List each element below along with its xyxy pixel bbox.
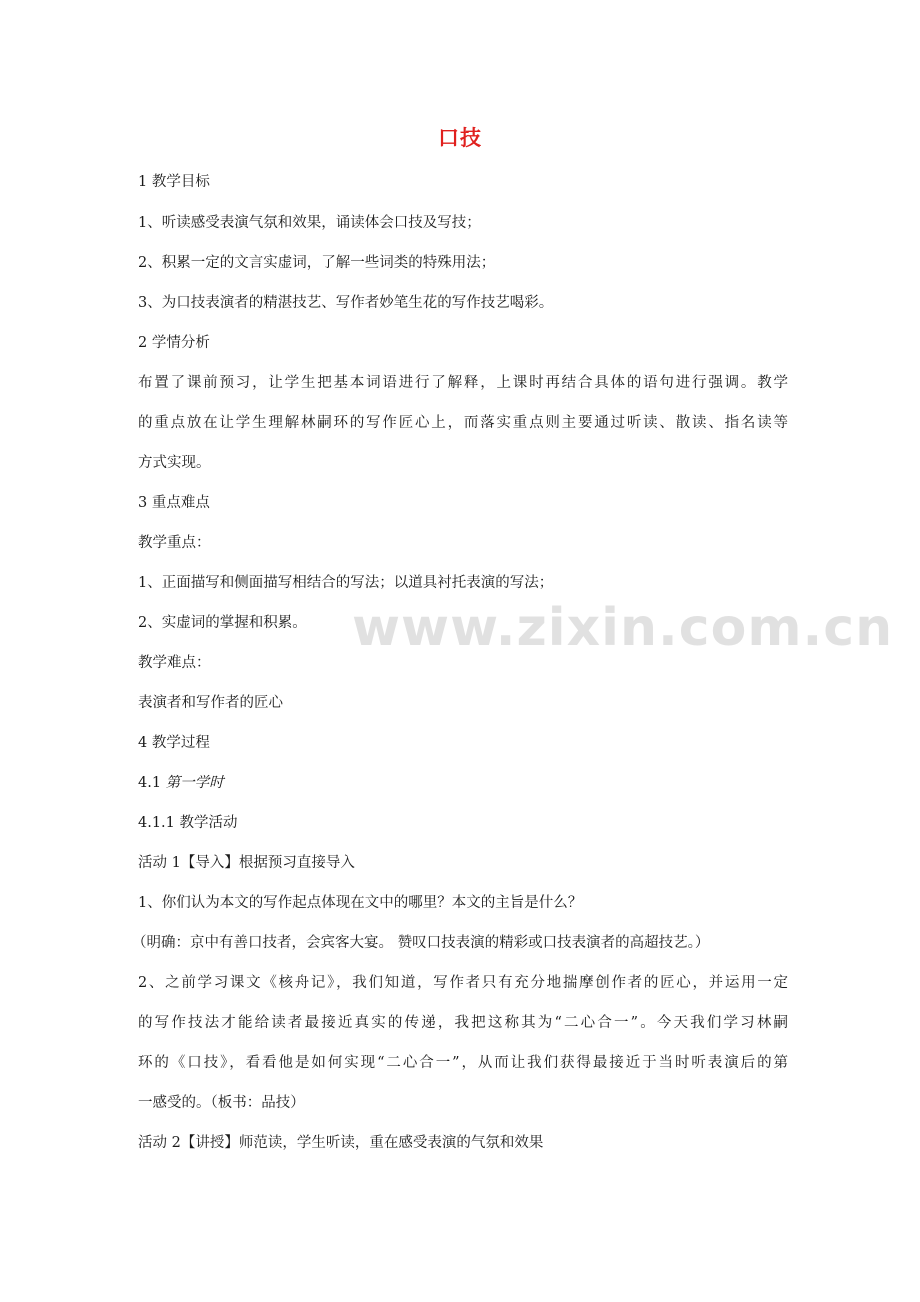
paragraph-line: 表演者和写作者的匠心: [138, 695, 283, 711]
subsection-number: 4.1: [138, 775, 162, 791]
paragraph-line: 活动 1【导入】根据预习直接导入: [138, 855, 355, 871]
subsection-heading: [138, 773, 788, 793]
paragraph-line: 一感受的。（板书：品技）: [138, 1095, 305, 1111]
watermark: www.zixin.com.cn: [352, 598, 894, 658]
section-heading-process: 4 教学过程: [138, 735, 210, 751]
paragraph-line: 布置了课前预习，让学生把基本词语进行了解释，上课时再结合具体的语句进行强调。教学: [138, 375, 788, 391]
paragraph-line: 方式实现。: [138, 455, 211, 471]
section-heading-analysis: 2 学情分析: [138, 335, 210, 351]
paragraph-line: 1、正面描写和侧面描写相结合的写法；以道具衬托表演的写法；: [138, 575, 554, 591]
paragraph-line: 2、之前学习课文《核舟记》，我们知道，写作者只有充分地揣摩创作者的匠心，并运用一定: [138, 975, 788, 991]
paragraph-line: 环的《口技》，看看他是如何实现“二心合一”，从而让我们获得最接近于当时听表演后的第: [138, 1055, 788, 1071]
document-title: 口技: [438, 126, 482, 150]
paragraph-line: 3、为口技表演者的精湛技艺、写作者妙笔生花的写作技艺喝彩。: [138, 295, 554, 311]
paragraph-line: 教学重点：: [138, 535, 211, 551]
paragraph-line: 2、积累一定的文言实虚词，了解一些词类的特殊用法；: [138, 255, 496, 271]
paragraph-line: 4.1.1 教学活动: [138, 815, 238, 831]
paragraph-line: （明确：京中有善口技者，会宾客大宴。 赞叹口技表演的精彩或口技表演者的高超技艺。）: [132, 935, 710, 951]
paragraph-line: 1、听读感受表演气氛和效果，诵读体会口技及写技；: [138, 215, 481, 231]
paragraph-line: 2、实虚词的掌握和积累。: [138, 615, 307, 631]
section-heading-key-points: 3 重点难点: [138, 495, 210, 511]
paragraph-line: 活动 2【讲授】师范读，学生听读，重在感受表演的气氛和效果: [138, 1135, 544, 1151]
subsection-title: 第一学时: [165, 775, 224, 791]
paragraph-line: 的写作技法才能给读者最接近真实的传递，我把这称其为“二心合一”。今天我们学习林嗣: [138, 1015, 788, 1031]
section-heading-objectives: 1 教学目标: [138, 174, 210, 190]
paragraph-line: 教学难点：: [138, 655, 211, 671]
paragraph-line: 的重点放在让学生理解林嗣环的写作匠心上，而落实重点则主要通过听读、散读、指名读等: [138, 415, 788, 431]
paragraph-line: 1、你们认为本文的写作起点体现在文中的哪里？本文的主旨是什么？: [138, 895, 583, 911]
